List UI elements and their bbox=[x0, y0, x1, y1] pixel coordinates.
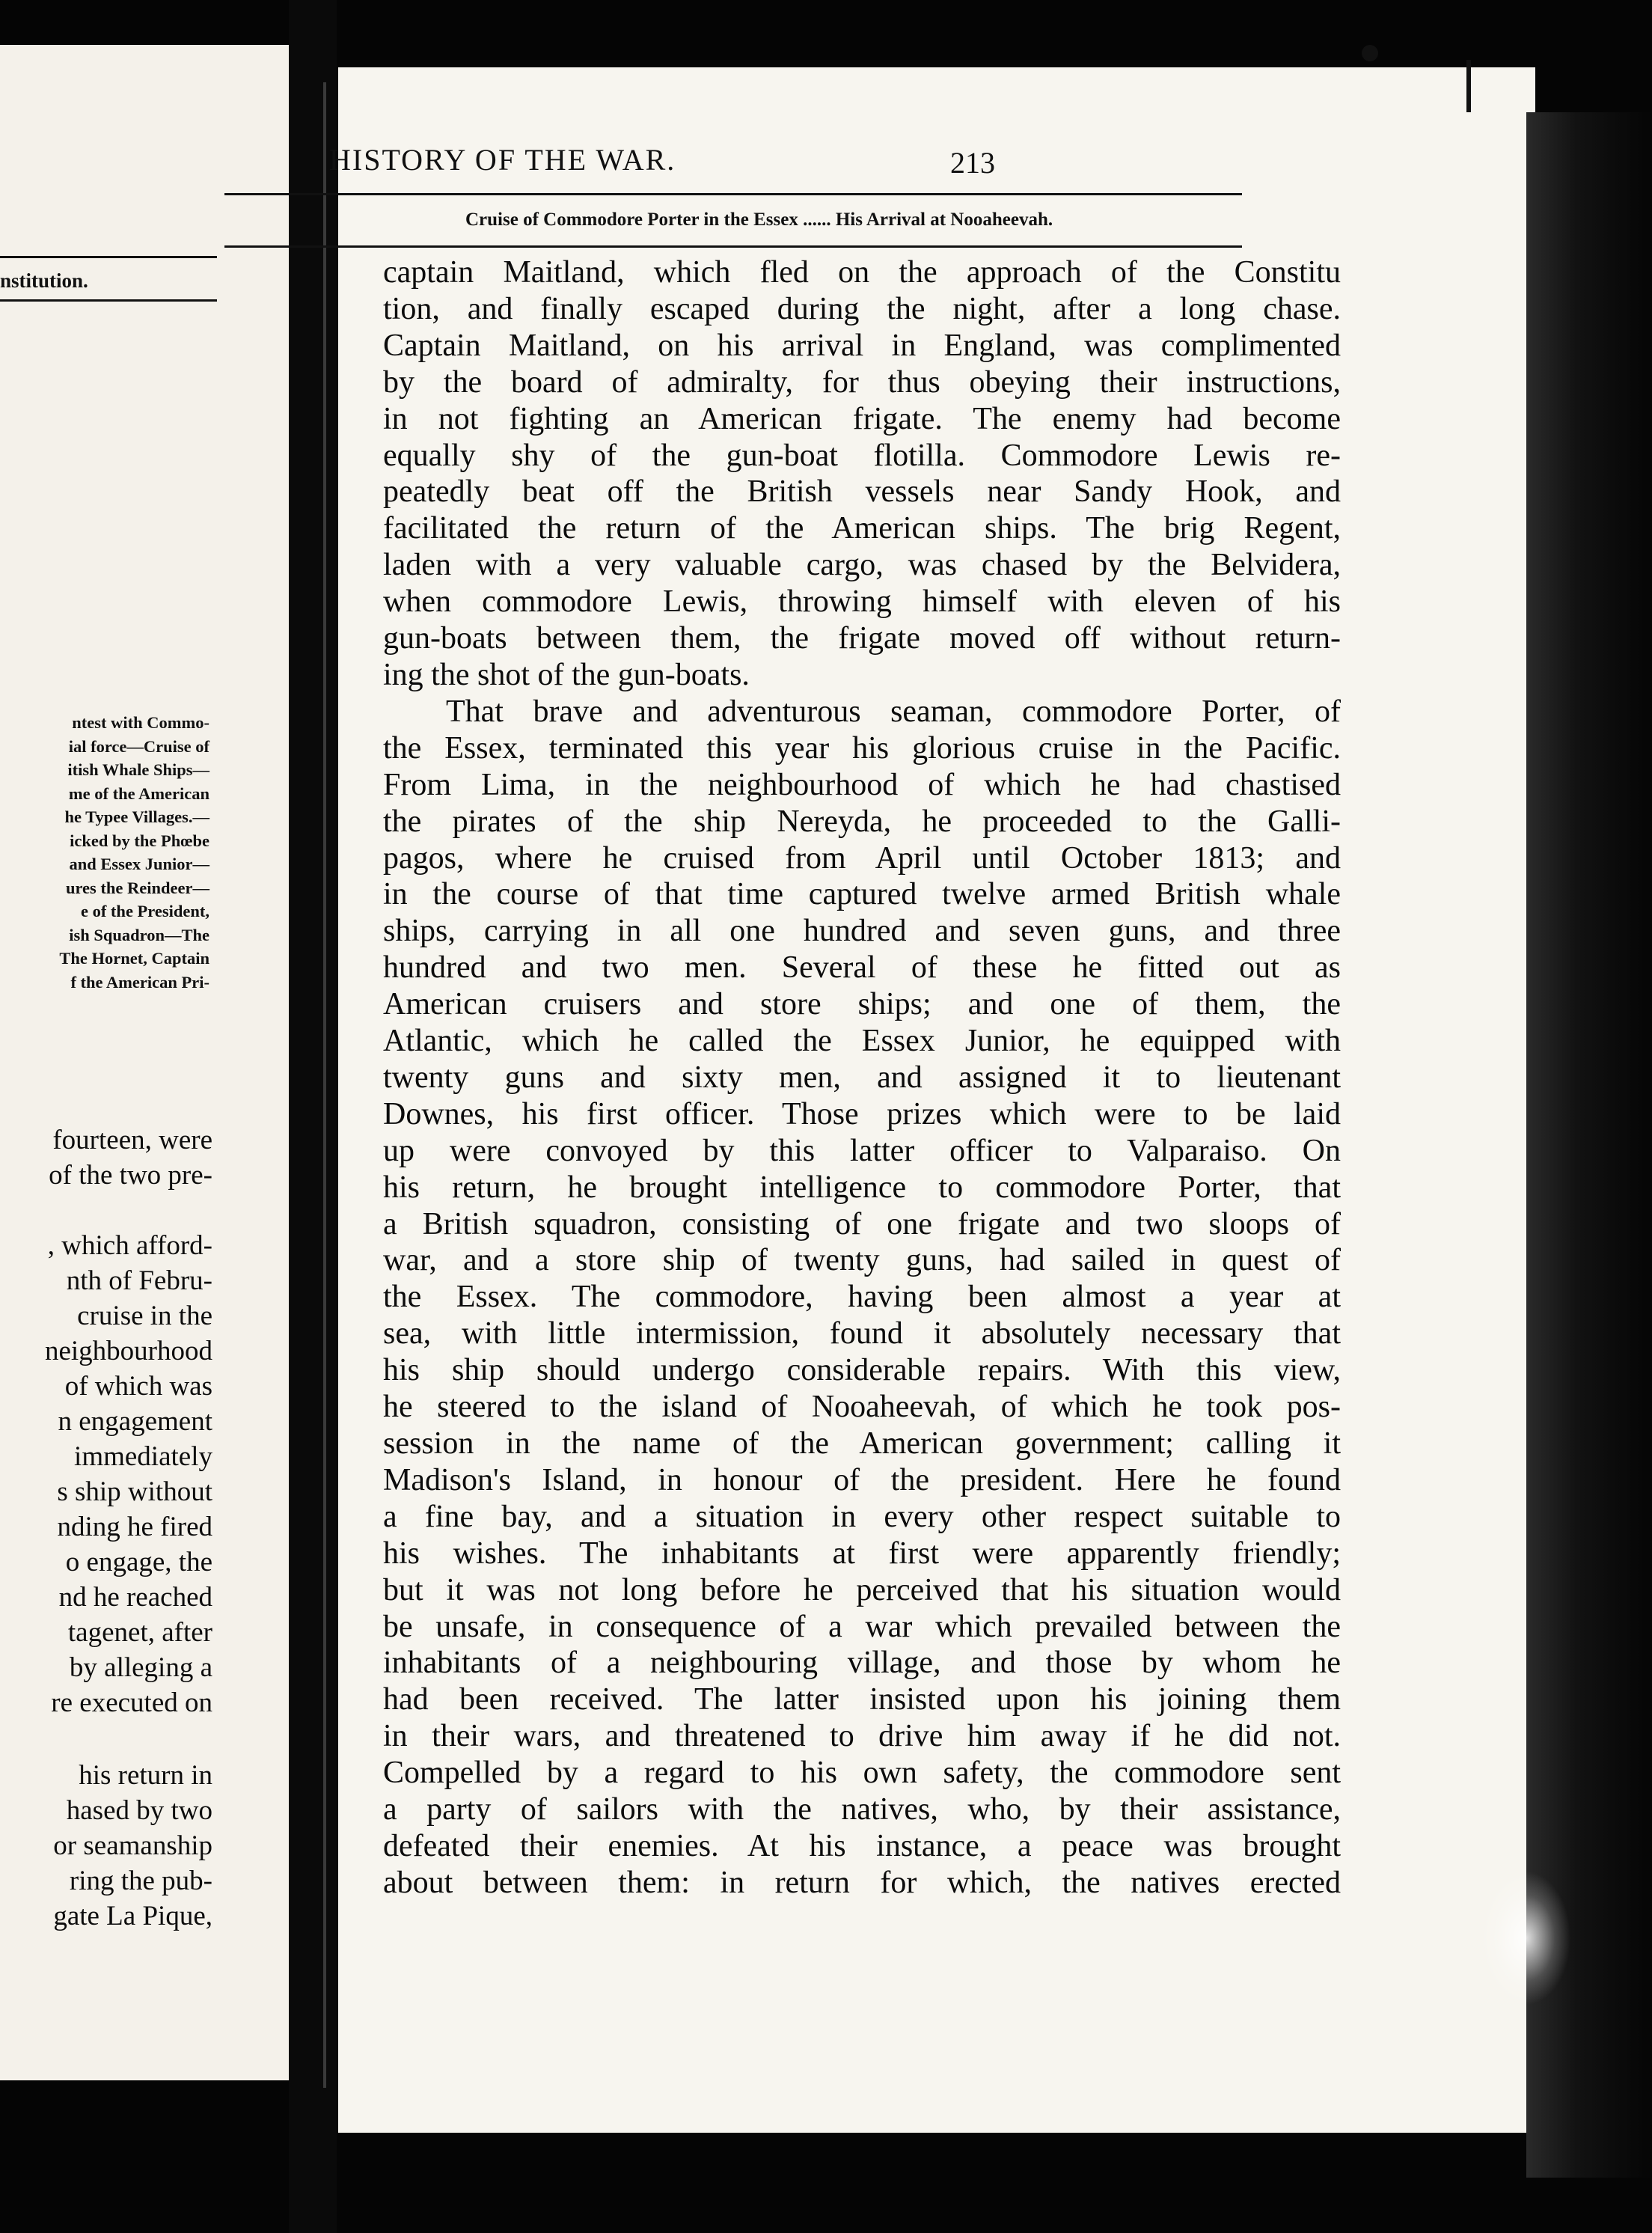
left-body-line: , which afford- bbox=[47, 1230, 212, 1261]
text-line: inhabitants of a neighbouring village, and those by whom he bbox=[383, 1646, 1341, 1681]
summary-line: f the American Pri- bbox=[70, 972, 209, 992]
text-line: facilitated the return of the American ships. The brig Regent, bbox=[383, 511, 1341, 546]
left-body-line: tagenet, after bbox=[67, 1617, 212, 1648]
left-body-line: fourteen, were bbox=[52, 1125, 212, 1155]
text-line: the Essex, terminated this year his glorious cruise in the Pacific. bbox=[383, 730, 1341, 766]
left-chapter-summary bbox=[0, 711, 209, 994]
left-body-line: ring the pub- bbox=[69, 1866, 212, 1896]
summary-line: icked by the Phœbe bbox=[70, 831, 209, 850]
left-body-line: by alleging a bbox=[69, 1652, 212, 1683]
text-line: equally shy of the gun-boat flotilla. Commodore Lewis re- bbox=[383, 438, 1341, 473]
header-rule-top bbox=[224, 193, 1242, 195]
text-line: twenty guns and sixty men, and assigned it to lieutenant bbox=[383, 1060, 1341, 1095]
running-head: HISTORY OF THE WAR. bbox=[329, 143, 676, 177]
text-line: about between them: in return for which, the natives erected bbox=[383, 1865, 1341, 1900]
text-line: Madison's Island, in honour of the president. Here he found bbox=[383, 1462, 1341, 1497]
paragraph-1 bbox=[383, 254, 1341, 694]
scan-glare bbox=[1481, 1871, 1571, 2006]
text-line: laden with a very valuable cargo, was chased by the Belvidera, bbox=[383, 548, 1341, 583]
text-line: when commodore Lewis, throwing himself with eleven of his bbox=[383, 584, 1341, 620]
text-line: captain Maitland, which fled on the approach of the Constitu bbox=[383, 255, 1341, 290]
text-line: sea, with little intermission, found it absolutely necessary that bbox=[383, 1316, 1341, 1351]
section-subheader: Cruise of Commodore Porter in the Essex ...... His Arrival at Nooaheevah. bbox=[465, 210, 1053, 230]
text-line: That brave and adventurous seaman, commodore Porter, of bbox=[446, 694, 1341, 729]
scan-mark bbox=[1362, 45, 1378, 61]
left-body-line: of the two pre- bbox=[49, 1160, 212, 1191]
summary-line: itish Whale Ships— bbox=[67, 760, 209, 779]
text-line: a party of sailors with the natives, who, by their assistance, bbox=[383, 1792, 1341, 1827]
left-body-line: nd he reached bbox=[58, 1582, 212, 1613]
text-line: hundred and two men. Several of these he fitted out as bbox=[383, 950, 1341, 986]
summary-line: and Essex Junior— bbox=[69, 855, 209, 873]
scan-mark bbox=[1466, 60, 1471, 112]
page-edge-shadow bbox=[1526, 112, 1652, 2178]
summary-line: me of the American bbox=[68, 783, 209, 803]
left-body-line: cruise in the bbox=[77, 1301, 212, 1331]
header-rule-bottom bbox=[224, 245, 1242, 248]
text-line: ships, carrying in all one hundred and seven guns, and three bbox=[383, 914, 1341, 949]
text-line: a British squadron, consisting of one frigate and two sloops of bbox=[383, 1206, 1341, 1241]
summary-line: ish Squadron—The bbox=[69, 925, 209, 944]
left-body-line: his return in bbox=[79, 1760, 212, 1791]
text-line: Compelled by a regard to his own safety, the commodore sent bbox=[383, 1756, 1341, 1791]
left-body-line: neighbourhood bbox=[44, 1336, 212, 1366]
text-line: in not fighting an American frigate. The enemy had become bbox=[383, 401, 1341, 436]
paragraph-2 bbox=[383, 694, 1341, 1901]
text-line: pagos, where he cruised from April until October 1813; and bbox=[383, 840, 1341, 876]
text-line: ing the shot of the gun-boats. bbox=[383, 657, 750, 692]
text-line: gun-boats between them, the frigate moved off without return- bbox=[383, 621, 1341, 656]
left-header-rule-bottom bbox=[0, 299, 217, 302]
text-line: peatedly beat off the British vessels near Sandy Hook, and bbox=[383, 474, 1341, 510]
book-gutter bbox=[289, 0, 337, 2233]
left-body-line: nth of Febru- bbox=[66, 1265, 212, 1296]
left-body-line: n engagement bbox=[58, 1406, 212, 1437]
text-line: his return, he brought intelligence to commodore Porter, that bbox=[383, 1170, 1341, 1205]
left-body-line: o engage, the bbox=[65, 1547, 212, 1577]
text-line: his wishes. The inhabitants at first were apparently friendly; bbox=[383, 1536, 1341, 1571]
text-line: but it was not long before he perceived that his situation would bbox=[383, 1572, 1341, 1607]
left-header-rule-top bbox=[0, 256, 217, 258]
text-line: a fine bay, and a situation in every other respect suitable to bbox=[383, 1499, 1341, 1534]
text-line: Downes, his first officer. Those prizes which were to be laid bbox=[383, 1096, 1341, 1131]
left-facing-page bbox=[0, 45, 314, 2080]
left-body-line: of which was bbox=[64, 1371, 212, 1402]
summary-line: e of the President, bbox=[80, 902, 209, 920]
left-body-line: gate La Pique, bbox=[53, 1901, 212, 1931]
text-line: he steered to the island of Nooaheevah, of which he took pos- bbox=[383, 1390, 1341, 1425]
text-line: up were convoyed by this latter officer to Valparaiso. On bbox=[383, 1133, 1341, 1168]
text-line: in their wars, and threatened to drive him away if he did not. bbox=[383, 1719, 1341, 1754]
text-line: by the board of admiralty, for thus obeying their instructions, bbox=[383, 364, 1341, 400]
text-line: be unsafe, in consequence of a war which prevailed between the bbox=[383, 1609, 1341, 1644]
text-line: American cruisers and store ships; and one of them, the bbox=[383, 987, 1341, 1022]
left-body-line: s ship without bbox=[57, 1476, 212, 1507]
left-body-text bbox=[0, 1122, 212, 1934]
left-body-line: immediately bbox=[74, 1441, 212, 1472]
summary-line: he Typee Villages.— bbox=[64, 807, 209, 826]
text-line: Captain Maitland, on his arrival in England, was complimented bbox=[383, 328, 1341, 363]
summary-line: ures the Reindeer— bbox=[65, 878, 209, 897]
summary-line: ial force—Cruise of bbox=[68, 736, 209, 756]
text-line: had been received. The latter insisted upon his joining them bbox=[383, 1682, 1341, 1717]
text-line: defeated their enemies. At his instance, a peace was brought bbox=[383, 1828, 1341, 1863]
left-body-line: nding he fired bbox=[57, 1512, 212, 1542]
main-body-text bbox=[383, 254, 1341, 1901]
left-running-head: nstitution. bbox=[0, 269, 88, 292]
text-line: his ship should undergo considerable repairs. With this view, bbox=[383, 1353, 1341, 1388]
text-line: From Lima, in the neighbourhood of which he had chastised bbox=[383, 767, 1341, 802]
summary-line: The Hornet, Captain bbox=[59, 949, 209, 968]
text-line: tion, and finally escaped during the night, after a long chase. bbox=[383, 291, 1341, 326]
left-body-line: or seamanship bbox=[53, 1830, 212, 1861]
text-line: the pirates of the ship Nereyda, he proceeded to the Galli- bbox=[383, 804, 1341, 839]
text-line: in the course of that time captured twelve armed British whale bbox=[383, 877, 1341, 912]
page-number: 213 bbox=[950, 146, 995, 180]
text-line: session in the name of the American government; calling it bbox=[383, 1426, 1341, 1461]
text-line: the Essex. The commodore, having been almost a year at bbox=[383, 1280, 1341, 1315]
gutter-edge-line bbox=[323, 82, 326, 2088]
text-line: Atlantic, which he called the Essex Junior, he equipped with bbox=[383, 1024, 1341, 1059]
left-body-line: re executed on bbox=[51, 1687, 212, 1718]
text-line: war, and a store ship of twenty guns, had sailed in quest of bbox=[383, 1243, 1341, 1278]
left-body-line: hased by two bbox=[66, 1795, 212, 1826]
summary-line: ntest with Commo- bbox=[72, 713, 209, 732]
